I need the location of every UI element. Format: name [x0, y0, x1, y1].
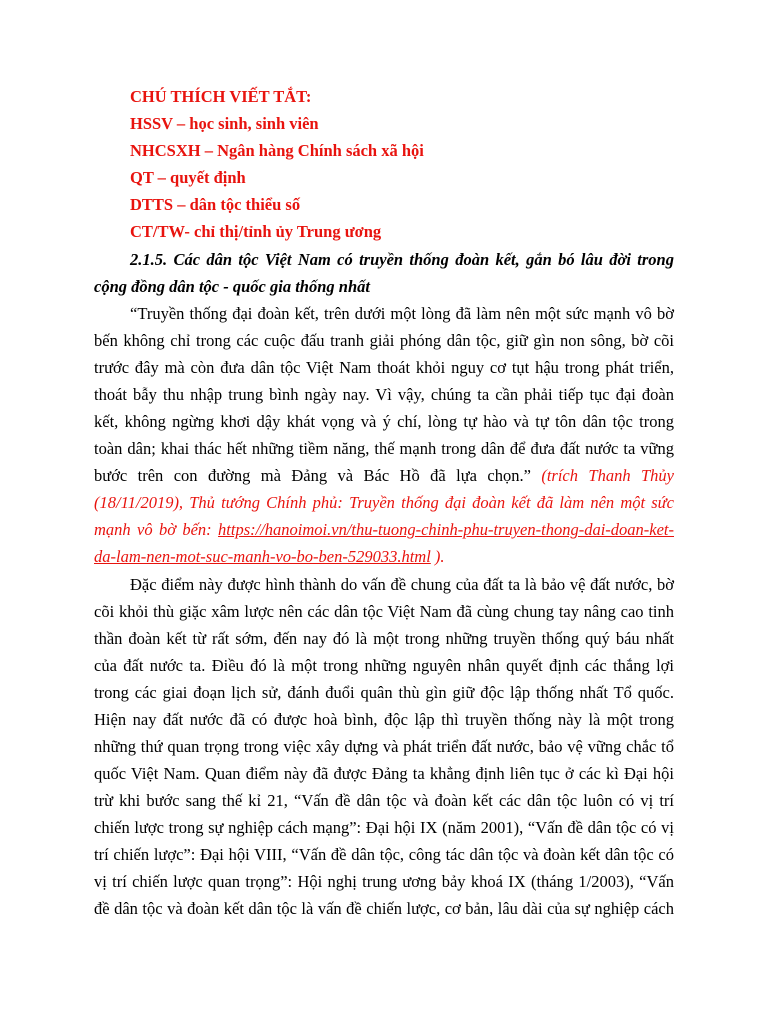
quote-line: [94, 466, 674, 486]
abbreviation-item: NHCSXH – Ngân hàng Chính sách xã hội: [130, 141, 424, 160]
body-line: Đặc điểm này được hình thành do vấn đề chung của đất ta là bảo vệ đất nước, bờ: [130, 575, 674, 594]
body-line: trong các giai đoạn lịch sử, đánh đuổi quân thù gìn giữ độc lập thống nhất Tổ quốc.: [94, 683, 674, 702]
body-line: vị trí chiến lược quan trọng”: Hội nghị trung ương bảy khoá IX (tháng 1/2003), “Vấn: [94, 872, 674, 891]
citation-line: (18/11/2019), Thủ tướng Chính phủ: Truyền thống đại đoàn kết đã làm nên một sức: [94, 493, 674, 512]
abbreviations-heading: CHÚ THÍCH VIẾT TẮT:: [130, 87, 312, 106]
abbreviation-item: QT – quyết định: [130, 168, 246, 187]
citation-line: [94, 547, 445, 567]
body-line: trừ khi bước sang thế kỉ 21, “Vấn đề dân tộc và đoàn kết các dân tộc luôn có vị trí: [94, 791, 674, 810]
abbreviation-item: HSSV – học sinh, sinh viên: [130, 114, 319, 133]
quote-line: bến không chỉ trong các cuộc đấu tranh giải phóng dân tộc, giữ gìn non sông, bờ cõi: [94, 331, 674, 350]
citation-text: mạnh vô bờ bến:: [94, 520, 219, 539]
section-title-line: 2.1.5. Các dân tộc Việt Nam có truyền thống đoàn kết, gắn bó lâu đời trong: [130, 250, 674, 269]
quote-line: thoát bẫy thu nhập trung bình ngày nay. Vì vậy, chúng ta cần phải tiếp tục đại đoàn: [94, 385, 674, 404]
section-title-line: cộng đồng dân tộc - quốc gia thống nhất: [94, 277, 370, 296]
body-line: cõi khỏi thù giặc xâm lược nên các dân tộc Việt Nam đã cùng chung tay nâng cao tinh: [94, 602, 674, 621]
body-line: trí chiến lược”: Đại hội VIII, “Vấn đề dân tộc, công tác dân tộc và đoàn kết dân tộc có: [94, 845, 674, 864]
body-line: chiến lược trong sự nghiệp cách mạng”: Đại hội IX (năm 2001), “Vấn đề dân tộc có vị: [94, 818, 674, 837]
body-line: Hiện nay đất nước đã có được hoà bình, độc lập thì truyền thống này là một trong: [94, 710, 674, 729]
quote-line-text: bước trên con đường mà Đảng và Bác Hồ đã lựa chọn.”: [94, 466, 531, 485]
quote-line: “Truyền thống đại đoàn kết, trên dưới một lòng đã làm nên một sức mạnh vô bờ: [130, 304, 674, 323]
citation-line: [94, 520, 674, 540]
body-line: những thứ quan trọng trong việc xây dựng và phát triển đất nước, bảo vệ vững chắc tổ: [94, 737, 674, 756]
citation-end: ).: [430, 547, 445, 566]
body-line: của đất nước ta. Điều đó là một trong những nguyên nhân quyết định các thắng lợi: [94, 656, 674, 675]
quote-line: kết, không ngừng khơi dậy khát vọng và ý chí, lòng tự hào và tự tôn dân tộc trong: [94, 412, 674, 431]
quote-line: toàn dân; khai thác hết những tiềm năng, thế mạnh trong dân để đưa đất nước ta vững: [94, 439, 674, 458]
body-line: đề dân tộc và đoàn kết dân tộc là vấn đề chiến lược, cơ bản, lâu dài của sự nghiệp cách: [94, 899, 674, 918]
body-line: thần đoàn kết từ rất sớm, đến nay đó là một trong những truyền thống quý báu nhất: [94, 629, 674, 648]
citation-link[interactable]: da-lam-nen-mot-suc-manh-vo-bo-ben-529033.html: [94, 547, 431, 566]
citation-link[interactable]: https://hanoimoi.vn/thu-tuong-chinh-phu-truyen-thong-dai-doan-ket-: [218, 520, 674, 539]
abbreviation-item: DTTS – dân tộc thiểu số: [130, 195, 301, 214]
citation-text: (trích Thanh Thủy: [530, 466, 674, 485]
quote-line: trước đây mà còn đưa dân tộc Việt Nam thoát khỏi nguy cơ tụt hậu trong phát triển,: [94, 358, 674, 377]
body-line: quốc Việt Nam. Quan điểm này đã được Đảng ta khẳng định liên tục ở các kì Đại hội: [94, 764, 674, 783]
abbreviation-item: CT/TW- chỉ thị/tỉnh ủy Trung ương: [130, 222, 382, 241]
